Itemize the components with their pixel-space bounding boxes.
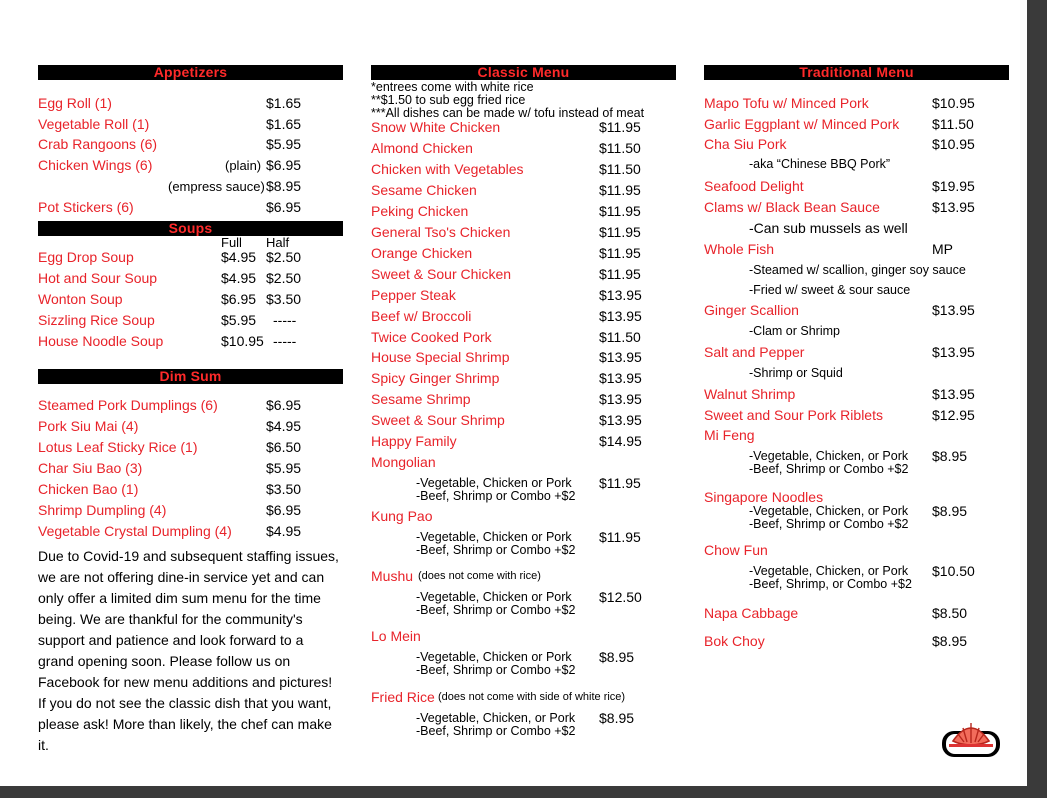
menu-item-price: $2.50 <box>266 249 302 265</box>
menu-item-price: $6.95 <box>221 291 257 307</box>
menu-item-name: Chow Fun <box>704 542 768 558</box>
menu-item-price: $12.95 <box>932 407 975 423</box>
menu-item-name: Happy Family <box>371 433 457 449</box>
menu-item-price: $11.95 <box>599 245 641 261</box>
menu-item-note: -Steamed w/ scallion, ginger soy sauce <box>749 263 966 277</box>
menu-item-name: Almond Chicken <box>371 140 473 156</box>
covid-notice <box>38 546 343 756</box>
menu-item-price: $13.95 <box>599 349 642 365</box>
menu-item-price: $11.95 <box>599 475 641 491</box>
menu-item-name: Mapo Tofu w/ Minced Pork <box>704 95 869 111</box>
menu-item-price: $5.95 <box>266 136 302 152</box>
menu-item-name: Chicken Bao (1) <box>38 481 139 497</box>
menu-item-price: $8.95 <box>932 448 968 464</box>
menu-item-option: -Beef, Shrimp or Combo +$2 <box>416 724 576 738</box>
menu-item-price: $13.95 <box>932 386 975 402</box>
menu-item-name: Napa Cabbage <box>704 605 799 621</box>
menu-item-name: Mongolian <box>371 454 436 470</box>
menu-item-name: Seafood Delight <box>704 178 804 194</box>
menu-item-price: $1.65 <box>266 116 302 132</box>
menu-item-name: Singapore Noodles <box>704 489 824 505</box>
menu-item-price: $11.95 <box>599 119 641 135</box>
menu-item-price: $13.95 <box>599 391 642 407</box>
menu-item-name: Steamed Pork Dumplings (6) <box>38 397 218 413</box>
menu-item-price: $8.95 <box>599 710 635 726</box>
menu-item-price: $8.95 <box>932 503 968 519</box>
menu-item-name: Pepper Steak <box>371 287 456 303</box>
dumpling-basket-icon <box>941 717 1001 759</box>
menu-item-name: Sweet & Sour Shrimp <box>371 412 505 428</box>
menu-item-price: $6.95 <box>266 502 302 518</box>
menu-item-name: Ginger Scallion <box>704 302 799 318</box>
dim-sum-header: Dim Sum <box>38 369 343 384</box>
appetizers-header: Appetizers <box>38 65 343 80</box>
menu-item-price: $8.50 <box>932 605 968 621</box>
menu-item-price: $4.95 <box>266 523 302 539</box>
classic-menu-header: Classic Menu <box>371 65 676 80</box>
menu-item-price: $13.95 <box>932 199 975 215</box>
menu-item-option: -Vegetable, Chicken, or Pork <box>749 449 909 463</box>
menu-item-option: -Vegetable, Chicken or Pork <box>416 590 572 604</box>
menu-item-name: Char Siu Bao (3) <box>38 460 143 476</box>
classic-note: ***All dishes can be made w/ tofu instead of meat <box>371 106 645 120</box>
menu-item-name: Walnut Shrimp <box>704 386 796 402</box>
menu-item-price: $10.95 <box>221 333 264 349</box>
menu-item-name: Sweet and Sour Pork Riblets <box>704 407 883 423</box>
classic-note: **$1.50 to sub egg fried rice <box>371 93 526 107</box>
menu-item-price: $3.50 <box>266 291 302 307</box>
menu-item-note: -Clam or Shrimp <box>749 324 840 338</box>
covid-notice-paragraph: Due to Covid-19 and subsequent staffing issues, we are not offering dine-in service yet and can only offer a limited dim sum menu for the time being. We are thankful for the community's support and patience and look forward to a grand opening soon. Please follow us on Facebook for new menu additions and pictures! <box>38 548 339 690</box>
menu-item-price: $8.95 <box>932 633 968 649</box>
menu-item-name: Lo Mein <box>371 628 421 644</box>
menu-item-name: House Special Shrimp <box>371 349 510 365</box>
menu-item-name: Twice Cooked Pork <box>371 329 492 345</box>
menu-item-name: Whole Fish <box>704 241 775 257</box>
menu-item-price: ----- <box>273 333 297 349</box>
menu-item-name: Orange Chicken <box>371 245 473 261</box>
menu-item-name: Salt and Pepper <box>704 344 805 360</box>
menu-item-note: (does not come with side of white rice) <box>438 691 626 703</box>
menu-item-price: $11.95 <box>599 203 641 219</box>
menu-item-name: Sesame Shrimp <box>371 391 471 407</box>
menu-item-name: Wonton Soup <box>38 291 123 307</box>
menu-item-name: Pork Siu Mai (4) <box>38 418 139 434</box>
menu-item-note: -Shrimp or Squid <box>749 366 843 380</box>
menu-item-price: $8.95 <box>266 178 302 194</box>
soups-half-column-label: Half <box>266 235 290 250</box>
menu-item-price: $11.50 <box>599 329 641 345</box>
menu-item-name: Sesame Chicken <box>371 182 477 198</box>
menu-item-option: -Vegetable, Chicken, or Pork <box>749 504 909 518</box>
menu-item-name: House Noodle Soup <box>38 333 164 349</box>
menu-item-name: Bok Choy <box>704 633 765 649</box>
menu-item-price: $13.95 <box>932 302 975 318</box>
menu-item-price: $19.95 <box>932 178 975 194</box>
menu-item-name: Fried Rice <box>371 689 435 705</box>
menu-item-price: $4.95 <box>266 418 302 434</box>
menu-item-option: -Vegetable, Chicken, or Pork <box>416 711 576 725</box>
menu-item-name: Mi Feng <box>704 427 755 443</box>
menu-item-option: -Vegetable, Chicken or Pork <box>416 476 572 490</box>
menu-item-price: $5.95 <box>221 312 257 328</box>
menu-item-name: General Tso's Chicken <box>371 224 511 240</box>
menu-item-price: $13.95 <box>599 370 642 386</box>
menu-item-option: -Beef, Shrimp or Combo +$2 <box>416 663 576 677</box>
menu-item-option: -Beef, Shrimp, or Combo +$2 <box>749 577 912 591</box>
menu-item-price: $13.95 <box>599 287 642 303</box>
menu-item-name: Vegetable Roll (1) <box>38 116 150 132</box>
menu-item-price: $10.95 <box>932 95 975 111</box>
menu-item-name: Cha Siu Pork <box>704 136 787 152</box>
menu-item-option: -Beef, Shrimp or Combo +$2 <box>749 462 909 476</box>
menu-item-price: $11.50 <box>932 116 974 132</box>
menu-item-name: Mushu <box>371 568 414 584</box>
menu-item-price: $3.50 <box>266 481 302 497</box>
menu-item-price: $13.95 <box>599 412 642 428</box>
menu-item-price: $11.50 <box>599 161 641 177</box>
menu-item-price: $2.50 <box>266 270 302 286</box>
menu-item-price: MP <box>932 241 953 257</box>
menu-item-price: $11.95 <box>599 224 641 240</box>
menu-item-name: Chicken with Vegetables <box>371 161 524 177</box>
menu-item-option: -Beef, Shrimp or Combo +$2 <box>416 603 576 617</box>
soups-full-column-label: Full <box>221 235 242 250</box>
menu-item-name: Sizzling Rice Soup <box>38 312 155 328</box>
menu-item-price: $11.95 <box>599 529 641 545</box>
menu-item-note: -aka “Chinese BBQ Pork” <box>749 157 891 171</box>
menu-item-name: Shrimp Dumpling (4) <box>38 502 167 518</box>
menu-item-price: $13.95 <box>599 308 642 324</box>
menu-item-option: -Vegetable, Chicken or Pork <box>416 650 572 664</box>
menu-item-option: -Vegetable, Chicken or Pork <box>416 530 572 544</box>
menu-item-name: Lotus Leaf Sticky Rice (1) <box>38 439 198 455</box>
menu-item-price: $8.95 <box>599 649 635 665</box>
menu-item-price: $10.95 <box>932 136 975 152</box>
ask-chef-paragraph: If you do not see the classic dish that you want, please ask! More than likely, the chef can make it. <box>38 695 332 753</box>
menu-item-price: $1.65 <box>266 95 302 111</box>
soups-header: Soups <box>38 221 343 236</box>
menu-item-name: Hot and Sour Soup <box>38 270 158 286</box>
menu-item-price: $5.95 <box>266 460 302 476</box>
menu-item-name: Clams w/ Black Bean Sauce <box>704 199 880 215</box>
menu-item-option: -Vegetable, Chicken, or Pork <box>749 564 909 578</box>
menu-item-price: $12.50 <box>599 589 642 605</box>
menu-item-price: $11.95 <box>599 266 641 282</box>
menu-item-price: $6.50 <box>266 439 302 455</box>
menu-item-price: $6.95 <box>266 199 302 215</box>
menu-item-variant: (empress sauce) <box>168 179 265 194</box>
menu-item-note: (does not come with rice) <box>418 570 541 582</box>
menu-item-price: $11.95 <box>599 182 641 198</box>
menu-item-price: $14.95 <box>599 433 642 449</box>
menu-item-name: Spicy Ginger Shrimp <box>371 370 500 386</box>
menu-item-name: Sweet & Sour Chicken <box>371 266 512 282</box>
menu-item-price: ----- <box>273 312 297 328</box>
menu-item-price: $11.50 <box>599 140 641 156</box>
menu-item-price: $4.95 <box>221 249 257 265</box>
menu-item-option: -Beef, Shrimp or Combo +$2 <box>749 517 909 531</box>
menu-item-name: Kung Pao <box>371 508 433 524</box>
menu-item-price: $6.95 <box>266 157 302 173</box>
menu-item-name: Peking Chicken <box>371 203 469 219</box>
classic-note: *entrees come with white rice <box>371 80 534 94</box>
menu-item-name: Crab Rangoons (6) <box>38 136 158 152</box>
menu-item-price: $6.95 <box>266 397 302 413</box>
menu-item-note: -Fried w/ sweet & sour sauce <box>749 283 911 297</box>
menu-item-name: Snow White Chicken <box>371 119 501 135</box>
menu-item-name: Vegetable Crystal Dumpling (4) <box>38 523 232 539</box>
menu-item-price: $4.95 <box>221 270 257 286</box>
menu-item-variant: (plain) <box>225 158 262 173</box>
menu-item-name: Chicken Wings (6) <box>38 157 153 173</box>
menu-item-option: -Beef, Shrimp or Combo +$2 <box>416 489 576 503</box>
menu-item-name: Garlic Eggplant w/ Minced Pork <box>704 116 900 132</box>
menu-item-price: $13.95 <box>932 344 975 360</box>
menu-item-name: Egg Roll (1) <box>38 95 112 111</box>
menu-item-price: $10.50 <box>932 563 975 579</box>
traditional-menu-header: Traditional Menu <box>704 65 1009 80</box>
menu-item-name: Egg Drop Soup <box>38 249 134 265</box>
menu-item-name: Pot Stickers (6) <box>38 199 134 215</box>
menu-item-note: -Can sub mussels as well <box>749 220 908 236</box>
menu-item-name: Beef w/ Broccoli <box>371 308 472 324</box>
menu-item-option: -Beef, Shrimp or Combo +$2 <box>416 543 576 557</box>
